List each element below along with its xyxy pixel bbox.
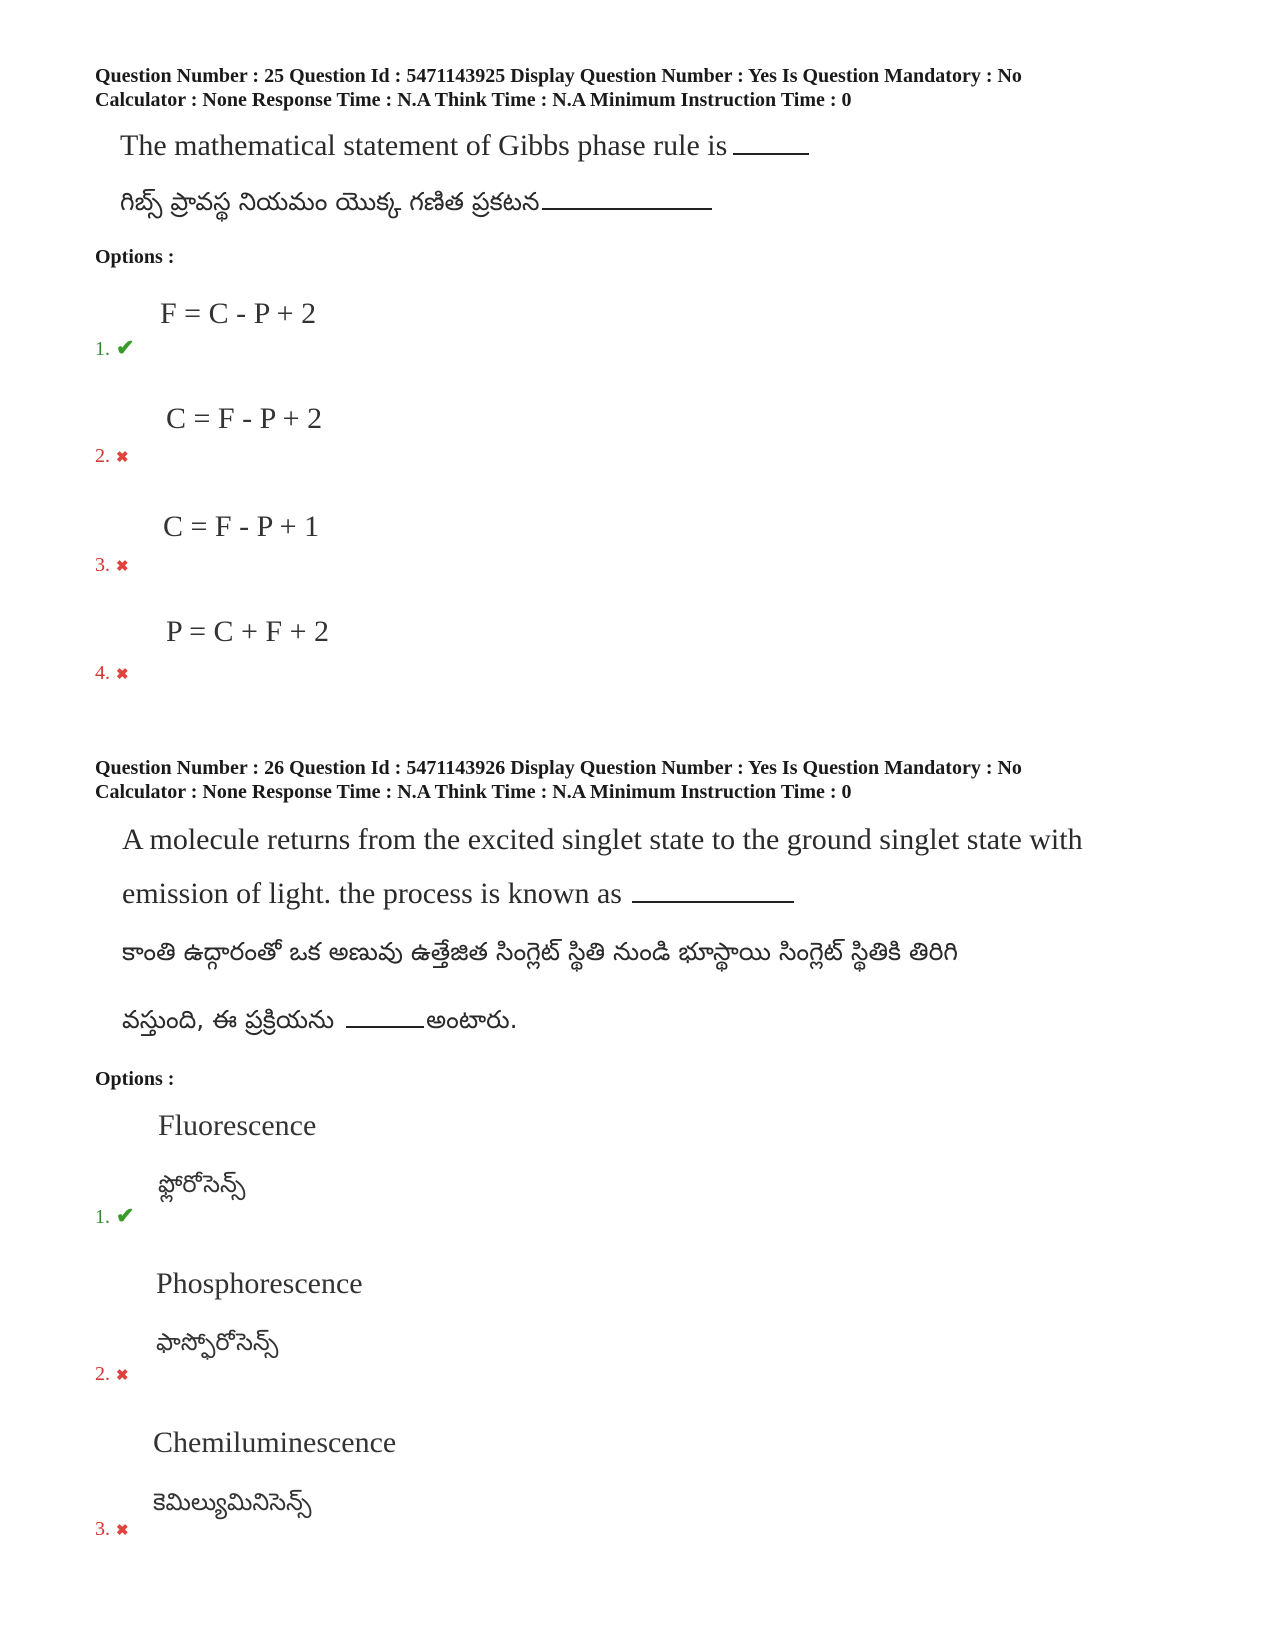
answer-blank (733, 149, 809, 155)
option-number: 3. (95, 1518, 110, 1540)
check-icon: ✔ (116, 335, 135, 360)
question-26-option-1-text: Fluorescence (158, 1109, 317, 1142)
question-26-meta-line-1: Question Number : 26 Question Id : 5471143926 Display Question Number : Yes Is Question Mandatory : No (95, 757, 1022, 779)
question-25-options-label: Options : (95, 246, 175, 268)
question-26-option-2 (95, 1362, 129, 1388)
question-26-meta-line-2: Calculator : None Response Time : N.A Think Time : N.A Minimum Instruction Time : 0 (95, 781, 852, 803)
question-25-stem-telugu (120, 184, 712, 220)
question-25-option-2 (95, 444, 129, 470)
question-26-stem-telugu-line-2 (122, 1002, 518, 1038)
cross-icon: ✖ (116, 667, 129, 683)
cross-icon: ✖ (116, 559, 129, 575)
answer-blank (542, 204, 712, 210)
question-25-option-4-text: P = C + F + 2 (166, 615, 330, 648)
question-26-option-3 (95, 1517, 129, 1543)
question-25-option-3-text: C = F - P + 1 (163, 510, 320, 543)
answer-blank (632, 897, 794, 903)
option-number: 2. (95, 445, 110, 467)
cross-icon: ✖ (116, 1523, 129, 1539)
option-number: 2. (95, 1363, 110, 1385)
question-25-stem-english-text: The mathematical statement of Gibbs phase rule is (120, 129, 728, 162)
answer-blank (346, 1022, 424, 1028)
check-icon: ✔ (116, 1203, 135, 1228)
option-number: 3. (95, 554, 110, 576)
question-25-stem-english (120, 128, 809, 164)
cross-icon: ✖ (116, 450, 129, 466)
question-26-stem-telugu-line-2-b: అంటారు. (426, 1005, 518, 1034)
question-26-option-3-text-telugu: కెమిల్యుమినిసెన్స్ (153, 1488, 312, 1516)
option-number: 1. (95, 338, 110, 360)
question-26-option-2-text: Phosphorescence (156, 1267, 363, 1300)
question-26-stem-english-line-1: A molecule returns from the excited singlet state to the ground singlet state with (122, 823, 1083, 856)
question-26-stem-telugu-line-2-a: వస్తుంది, ఈ ప్రక్రియను (122, 1005, 335, 1034)
question-26-option-3-text: Chemiluminescence (153, 1426, 397, 1459)
question-25-option-1 (95, 336, 134, 361)
question-25-meta-line-2: Calculator : None Response Time : N.A Think Time : N.A Minimum Instruction Time : 0 (95, 89, 852, 111)
question-25-option-3 (95, 553, 129, 579)
question-26-options-label: Options : (95, 1068, 175, 1090)
question-25-option-1-text: F = C - P + 2 (160, 297, 317, 330)
question-26-option-1-text-telugu: ఫ్లోరోసెన్స్ (158, 1170, 246, 1198)
question-26-option-1 (95, 1204, 134, 1229)
option-number: 1. (95, 1206, 110, 1228)
question-26-stem-english-line-2-text: emission of light. the process is known as (122, 877, 622, 910)
question-25-option-2-text: C = F - P + 2 (166, 402, 323, 435)
question-26-option-2-text-telugu: ఫాస్ఫోరోసెన్స్ (156, 1328, 279, 1356)
question-26-stem-telugu-line-1: కాంతి ఉద్గారంతో ఒక అణువు ఉత్తేజిత సింగ్లెట్ స్థితి నుండి భూస్థాయి సింగ్లెట్ స్థితికి తిరిగి (122, 937, 958, 966)
question-26-stem-english-line-2 (122, 876, 794, 912)
question-25-stem-telugu-text: గిబ్స్ ప్రావస్థ నియమం యొక్క గణిత ప్రకటన (120, 187, 540, 216)
question-25-option-4 (95, 661, 129, 687)
question-25-meta-line-1: Question Number : 25 Question Id : 5471143925 Display Question Number : Yes Is Question Mandatory : No (95, 65, 1022, 87)
cross-icon: ✖ (116, 1368, 129, 1384)
option-number: 4. (95, 662, 110, 684)
